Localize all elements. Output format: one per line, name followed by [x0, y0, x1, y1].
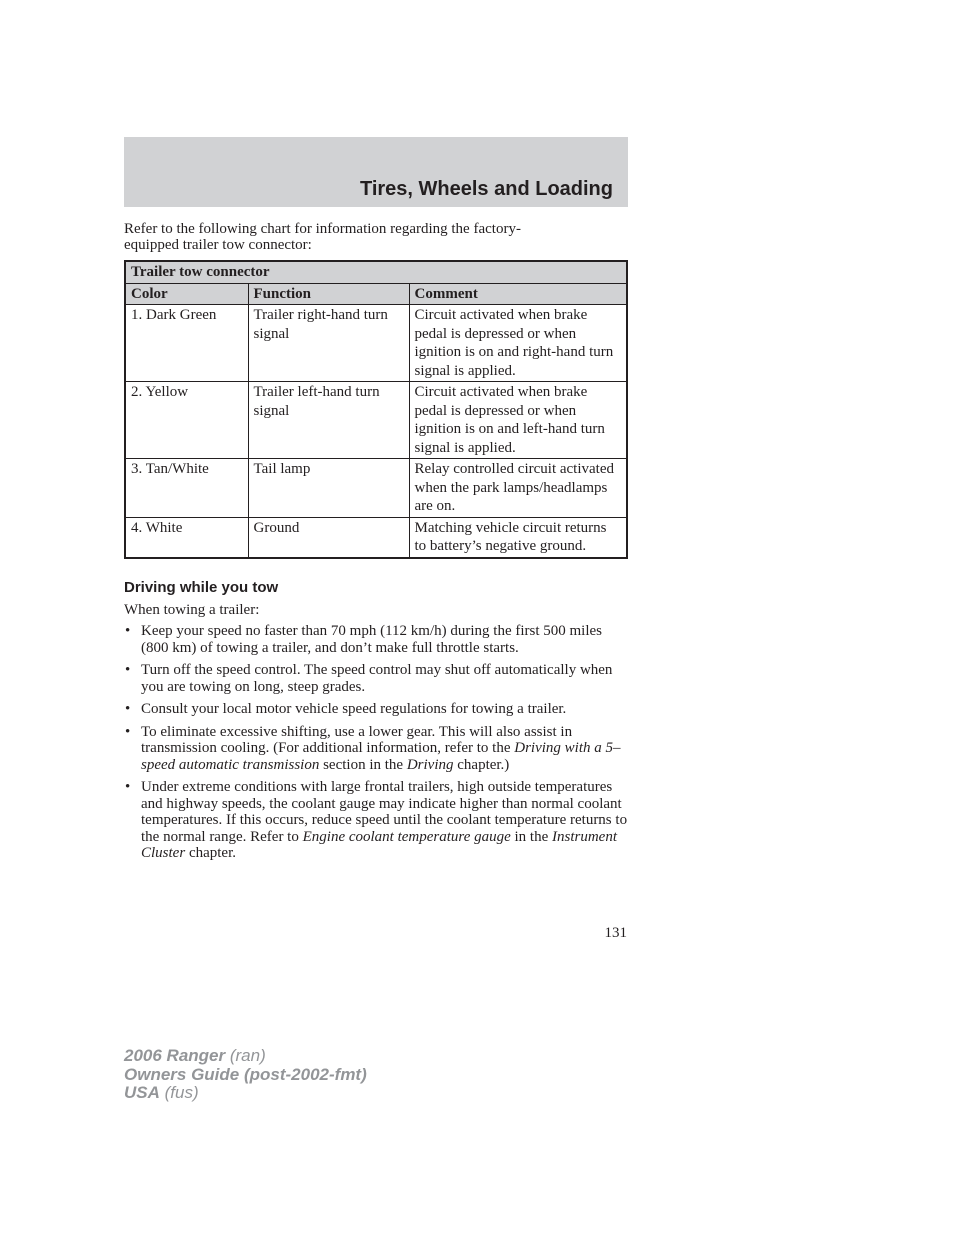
list-item-text: Keep your speed no faster than 70 mph (112 km/h) during the first 500 miles (800 km) of towing a trailer, and don’t make full throttle starts.	[141, 623, 603, 656]
cross-reference: Driving with a 5–speed automatic transmission	[141, 740, 621, 773]
table-title: Trailer tow connector	[125, 261, 627, 283]
text-run: in the	[510, 828, 553, 845]
cell-comment: Circuit activated when brake pedal is depressed or when ignition is on and right-hand turn signal is applied.	[409, 305, 627, 382]
list-item	[124, 724, 628, 774]
column-header-color: Color	[125, 283, 248, 305]
page-title: Tires, Wheels and Loading	[359, 178, 613, 200]
bullet-icon: •	[125, 623, 131, 639]
cell-function: Trailer left-hand turn signal	[248, 382, 409, 459]
cell-color: 2. Yellow	[125, 382, 248, 459]
text-run: chapter.)	[453, 756, 510, 773]
table-row	[125, 382, 627, 459]
table-row	[125, 459, 627, 518]
bullet-icon: •	[125, 701, 131, 717]
list-item-text	[141, 779, 627, 861]
section-heading: Driving while you tow	[124, 579, 279, 596]
text-run: section in the	[319, 756, 407, 773]
cell-comment: Relay controlled circuit activated when the park lamps/headlamps are on.	[409, 459, 627, 518]
footer-guide: Owners Guide (post-2002-fmt)	[124, 1064, 367, 1084]
bullet-icon: •	[125, 779, 131, 795]
bullet-icon: •	[125, 662, 131, 678]
footer-market-code: (fus)	[159, 1083, 199, 1102]
text-run: chapter.	[185, 845, 236, 861]
list-item-text: Turn off the speed control. The speed control may shut off automatically when you are towing on long, steep grades.	[141, 662, 613, 695]
cell-function: Trailer right-hand turn signal	[248, 305, 409, 382]
trailer-connector-table	[124, 260, 628, 559]
table-row	[125, 517, 627, 558]
footer-model: 2006 Ranger	[124, 1046, 226, 1065]
page-number: 131	[604, 925, 627, 941]
towing-tips-list	[124, 623, 628, 868]
footer-market: USA	[124, 1083, 160, 1102]
bullet-icon: •	[125, 723, 131, 740]
cell-comment: Circuit activated when brake pedal is depressed or when ignition is on and left-hand turn signal is applied.	[409, 382, 627, 459]
intro-paragraph: Refer to the following chart for information regarding the factory-equipped trailer tow connector:	[124, 221, 521, 253]
section-lead: When towing a trailer:	[124, 602, 260, 618]
list-item	[124, 779, 628, 862]
column-header-comment: Comment	[409, 283, 627, 305]
cell-comment: Matching vehicle circuit returns to battery’s negative ground.	[409, 517, 627, 558]
document-footer	[124, 1047, 367, 1103]
cell-color: 1. Dark Green	[125, 305, 248, 382]
cell-function: Ground	[248, 517, 409, 558]
cell-color: 4. White	[125, 517, 248, 558]
header-band	[124, 137, 628, 207]
footer-line	[124, 1066, 367, 1085]
cross-reference: Instrument Cluster	[141, 828, 618, 861]
list-item	[124, 701, 628, 718]
table-row	[125, 305, 627, 382]
list-item	[124, 623, 628, 656]
cell-color: 3. Tan/White	[125, 459, 248, 518]
footer-line	[124, 1047, 367, 1066]
list-item	[124, 662, 628, 695]
footer-model-code: (ran)	[225, 1046, 266, 1065]
text-run: Under extreme conditions with large frontal trailers, high outside temperatures and highway speeds, the coolant gauge may indicate higher than normal coolant temperatures. If this occurs, reduce speed until the coolant temperature returns to the normal range. Refer to	[141, 779, 628, 845]
column-header-function: Function	[248, 283, 409, 305]
list-item-text: Consult your local motor vehicle speed regulations for towing a trailer.	[141, 701, 567, 717]
cross-reference: Engine coolant temperature gauge	[302, 828, 511, 845]
footer-line	[124, 1084, 367, 1103]
list-item-text	[141, 724, 621, 773]
cross-reference: Driving	[406, 756, 454, 773]
cell-function: Tail lamp	[248, 459, 409, 518]
text-run: To eliminate excessive shifting, use a lower gear. This will also assist in transmission cooling. (For additional information, refer to the	[141, 723, 573, 756]
